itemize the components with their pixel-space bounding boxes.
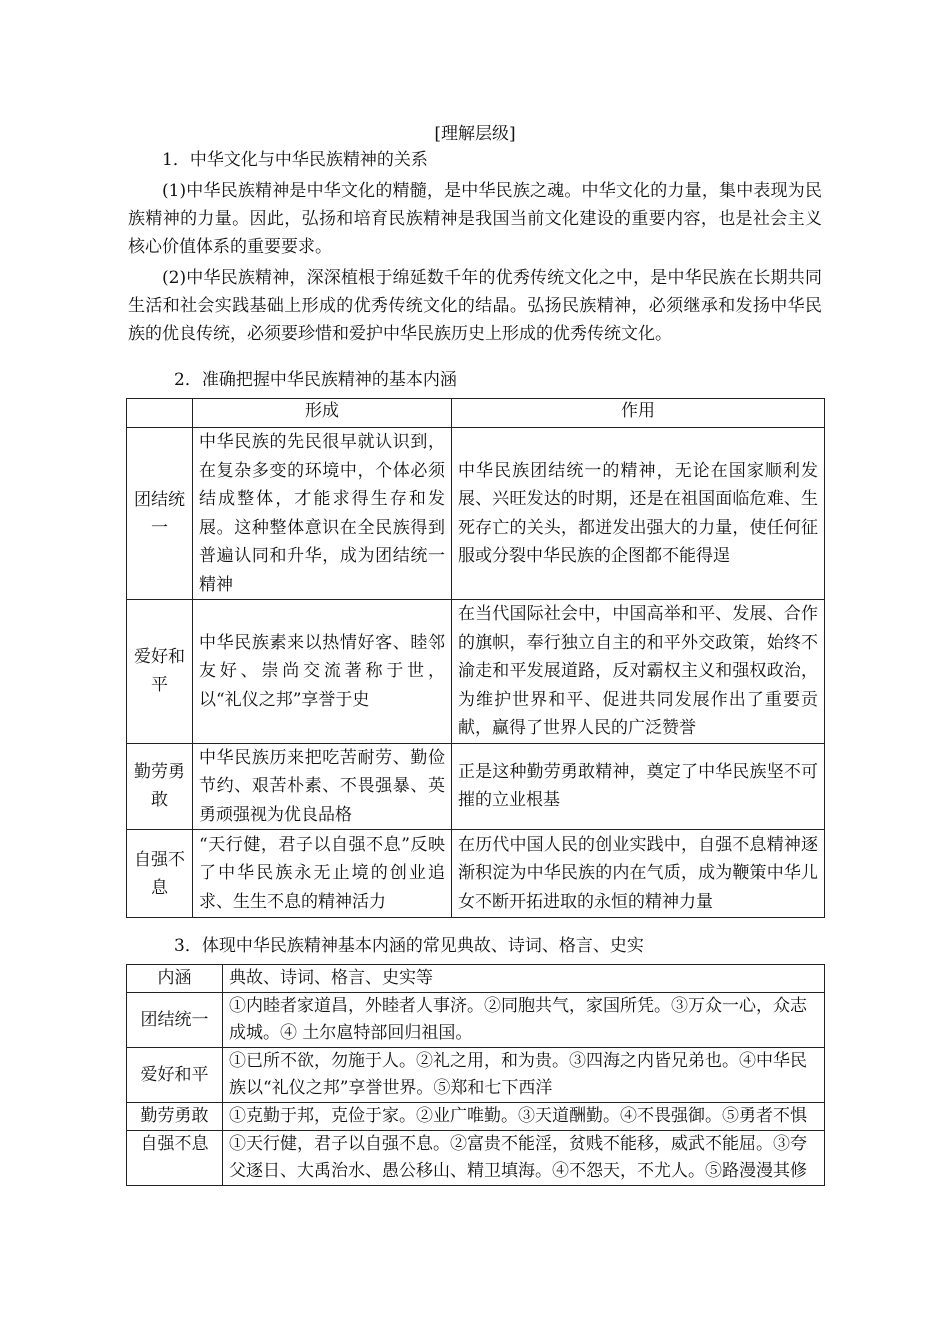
table-header-row xyxy=(127,399,825,428)
section-1-heading: 1．中华文化与中华民族精神的关系 xyxy=(162,150,428,170)
table-row xyxy=(127,1103,825,1131)
row-effect: 在当代国际社会中，中国高举和平、发展、合作的旗帜，奉行独立自主的和平外交政策，始终不渝走和平发展道路，反对霸权主义和强权政治，为维护世界和平、促进共同发展作出了重要贡献，赢得了世界人民的广泛赞誉 xyxy=(452,600,825,744)
row-name: 爱好和平 xyxy=(127,600,193,744)
row-name: 自强不息 xyxy=(127,830,193,918)
level-title: [理解层级] xyxy=(434,124,516,144)
section-1-paragraph-2: (2)中华民族精神，深深植根于绵延数千年的优秀传统文化之中，是中华民族在长期共同生活和社会实践基础上形成的优秀传统文化的结晶。弘扬民族精神，必须继承和发扬中华民族的优良传统，必须要珍惜和爱护中华民族历史上形成的优秀传统文化。 xyxy=(128,268,822,344)
row-name: 团结统一 xyxy=(127,993,223,1048)
section-2-heading: 2．准确把握中华民族精神的基本内涵 xyxy=(174,370,457,390)
row-name: 勤劳勇敢 xyxy=(127,1103,223,1131)
row-effect: 正是这种勤劳勇敢精神，奠定了中华民族坚不可摧的立业根基 xyxy=(452,743,825,830)
row-formation: 中华民族的先民很早就认识到，在复杂多变的环境中，个体必须结成整体，才能求得生存和发展。这种整体意识在全民族得到普遍认同和升华，成为团结统一精神 xyxy=(193,428,452,600)
header-examples: 典故、诗词、格言、史实等 xyxy=(223,965,825,993)
row-items: ①已所不欲，勿施于人。②礼之用，和为贵。③四海之内皆兄弟也。④中华民族以“礼仪之邦”享誉世界。⑤郑和七下西洋 xyxy=(223,1048,825,1103)
row-formation: “天行健，君子以自强不息”反映了中华民族永无止境的创业追求、生生不息的精神活力 xyxy=(193,830,452,918)
row-formation: 中华民族素来以热情好客、睦邻友好、崇尚交流著称于世，以“礼仪之邦”享誉于史 xyxy=(193,600,452,744)
table-row xyxy=(127,993,825,1048)
row-name: 爱好和平 xyxy=(127,1048,223,1103)
row-name: 自强不息 xyxy=(127,1131,223,1186)
header-formation: 形成 xyxy=(193,399,452,428)
table-row xyxy=(127,428,825,600)
row-name: 团结统一 xyxy=(127,428,193,600)
spirit-meaning-table xyxy=(126,398,825,918)
section-1 xyxy=(128,146,822,348)
row-items: ①克勤于邦，克俭于家。②业广唯勤。③天道酬勤。④不畏强御。⑤勇者不惧 xyxy=(223,1103,825,1131)
table-row xyxy=(127,743,825,830)
table-row xyxy=(127,600,825,744)
table-row xyxy=(127,830,825,918)
header-connotation: 内涵 xyxy=(127,965,223,993)
row-items: ①天行健，君子以自强不息。②富贵不能淫，贫贱不能移，威武不能屈。③夸父逐日、大禹治水、愚公移山、精卫填海。④不怨天，不尤人。⑤路漫漫其修 xyxy=(223,1131,825,1186)
section-1-paragraph-1: (1)中华民族精神是中华文化的精髓，是中华民族之魂。中华文化的力量，集中表现为民族精神的力量。因此，弘扬和培育民族精神是我国当前文化建设的重要内容，也是社会主义核心价值体系的重要要求。 xyxy=(128,181,822,257)
header-effect: 作用 xyxy=(452,399,825,428)
row-name: 勤劳勇敢 xyxy=(127,743,193,830)
table-header-row xyxy=(127,965,825,993)
row-items: ①内睦者家道昌，外睦者人事济。②同胞共气，家国所凭。③万众一心，众志成城。④ 土尔扈特部回归祖国。 xyxy=(223,993,825,1048)
table-row xyxy=(127,1131,825,1186)
section-3-heading: 3．体现中华民族精神基本内涵的常见典故、诗词、格言、史实 xyxy=(174,936,644,956)
row-effect: 在历代中国人民的创业实践中，自强不息精神逐渐积淀为中华民族的内在气质，成为鞭策中华儿女不断开拓进取的永恒的精神力量 xyxy=(452,830,825,918)
allusion-table xyxy=(126,964,825,1186)
row-effect: 中华民族团结统一的精神，无论在国家顺利发展、兴旺发达的时期，还是在祖国面临危难、生死存亡的关头，都迸发出强大的力量，使任何征服或分裂中华民族的企图都不能得逞 xyxy=(452,428,825,600)
header-empty xyxy=(127,399,193,428)
row-formation: 中华民族历来把吃苦耐劳、勤俭节约、艰苦朴素、不畏强暴、英勇顽强视为优良品格 xyxy=(193,743,452,830)
table-row xyxy=(127,1048,825,1103)
